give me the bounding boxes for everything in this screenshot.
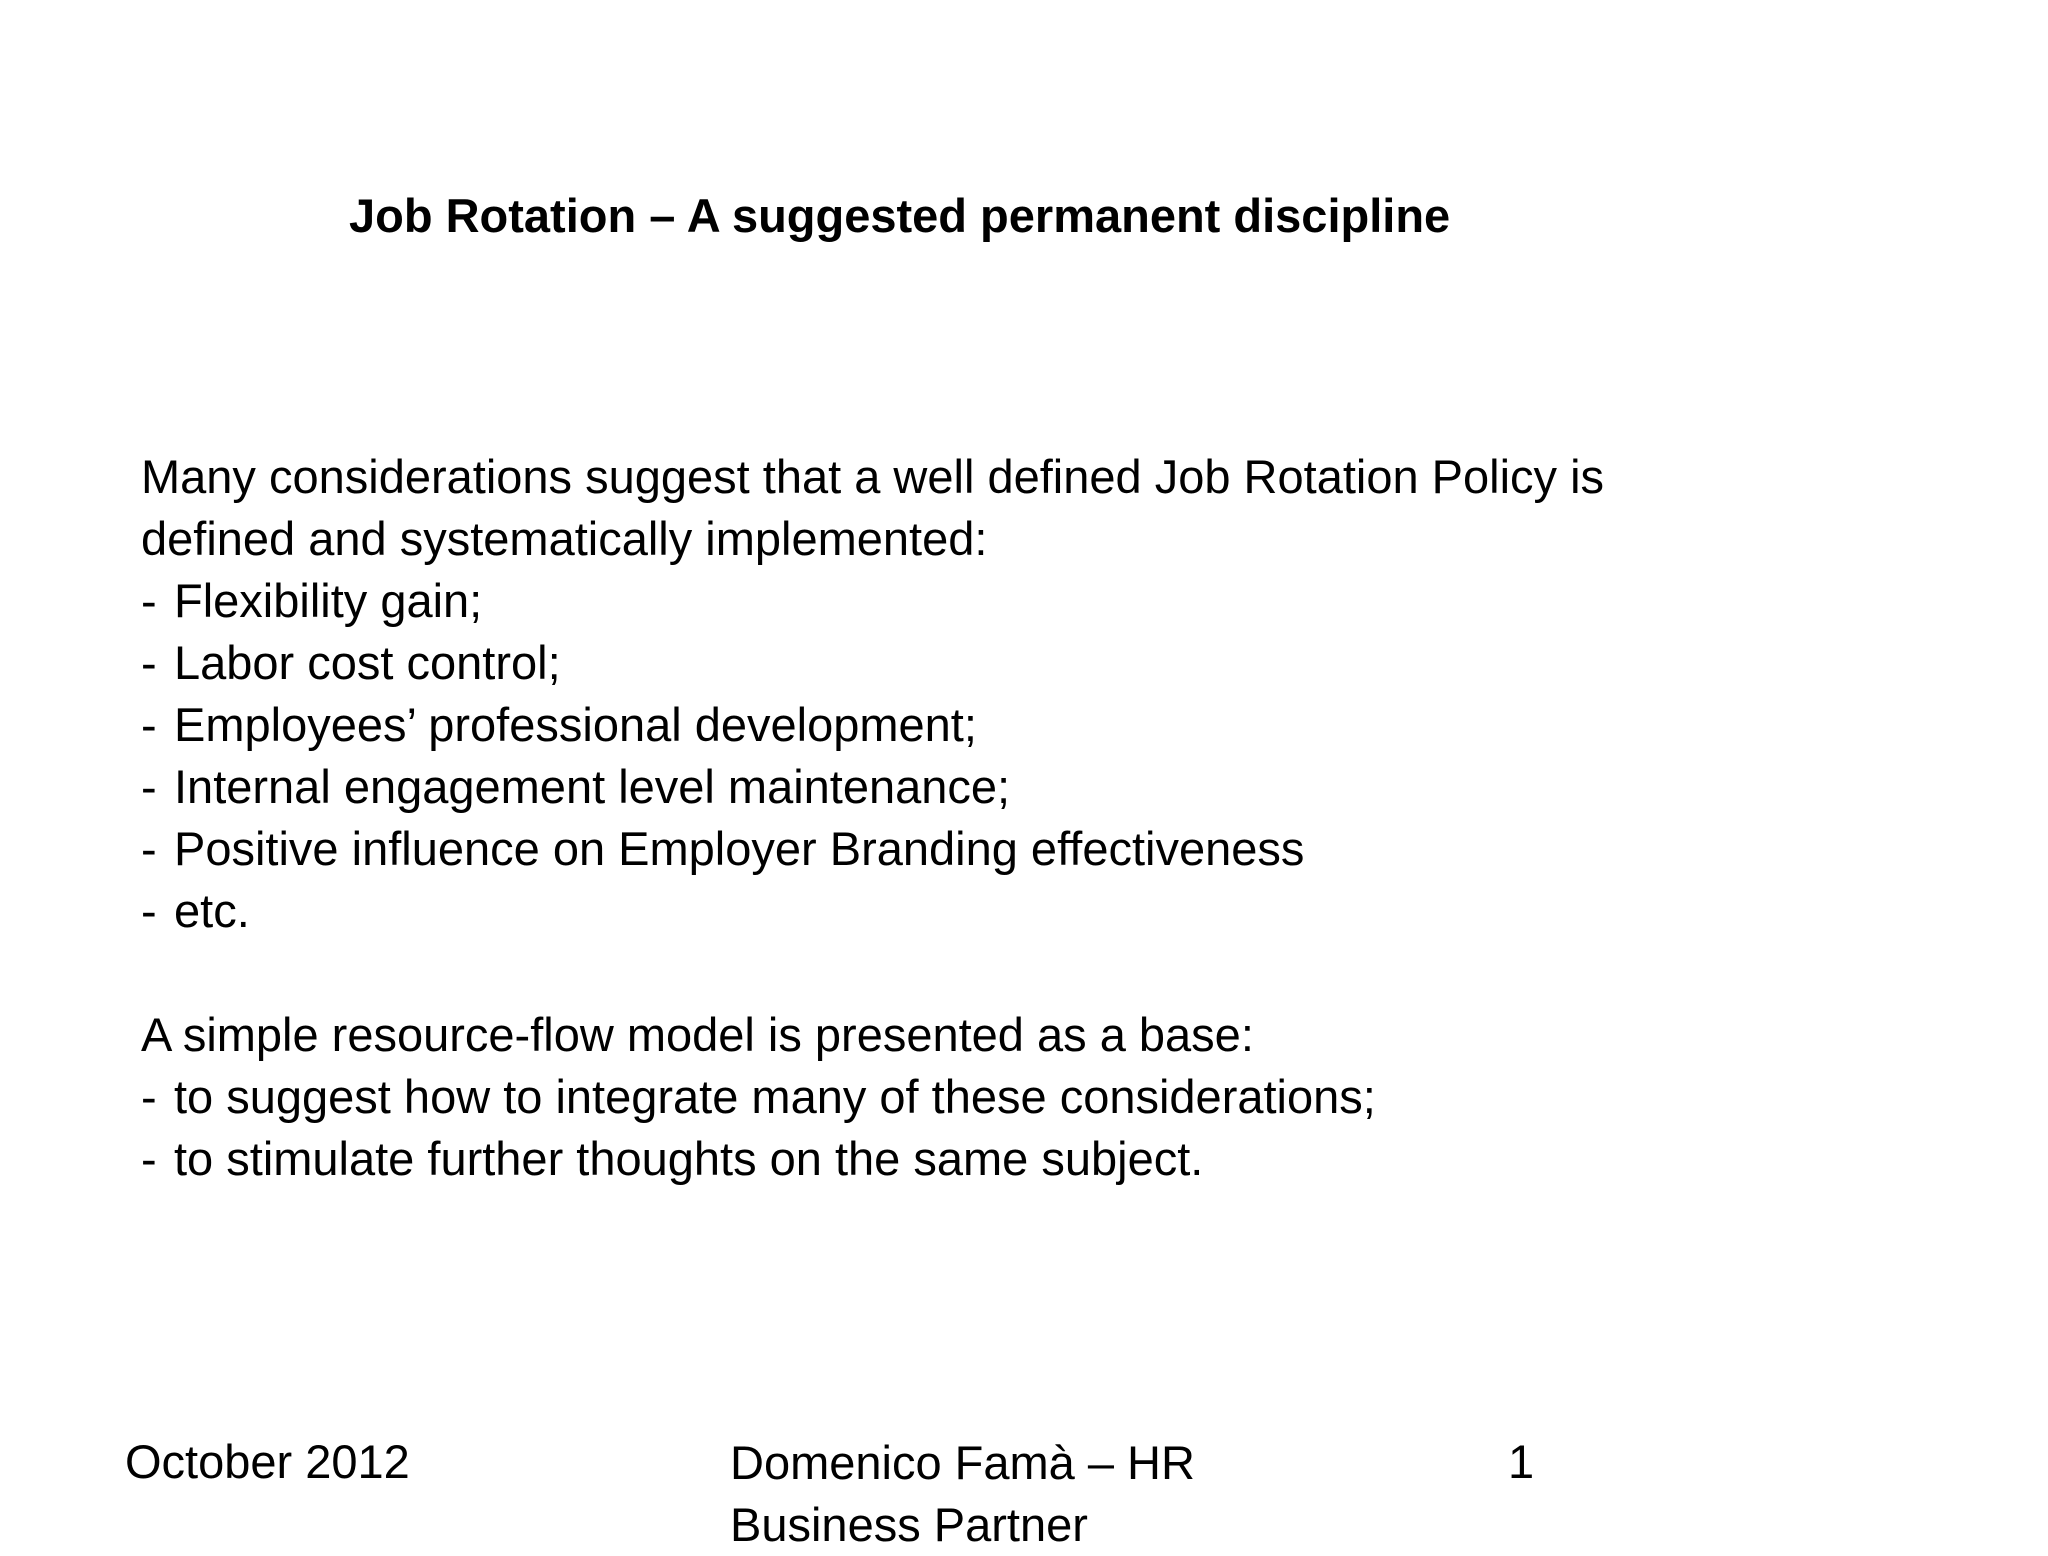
list-item <box>141 1066 1376 1128</box>
model-line-1: A simple resource-flow model is presented as a base: <box>141 1008 1254 1061</box>
bullet-dash: - <box>141 760 157 813</box>
intro-line-1: Many considerations suggest that a well defined Job Rotation Policy is <box>141 450 1605 503</box>
bullet-dash: - <box>141 822 157 875</box>
bullet-text: to suggest how to integrate many of these considerations; <box>174 1070 1376 1123</box>
intro-section <box>141 446 1604 942</box>
bullet-text: Flexibility gain; <box>174 574 483 627</box>
intro-line-2: defined and systematically implemented: <box>141 512 988 565</box>
list-item <box>141 880 1604 942</box>
list-item <box>141 818 1604 880</box>
bullet-text: to stimulate further thoughts on the same subject. <box>174 1132 1204 1185</box>
slide-title: Job Rotation – A suggested permanent discipline <box>349 189 1451 242</box>
bullet-dash: - <box>141 698 157 751</box>
list-item <box>141 570 1604 632</box>
bullet-text: Labor cost control; <box>174 636 561 689</box>
bullet-dash: - <box>141 636 157 689</box>
list-item <box>141 632 1604 694</box>
list-item <box>141 1128 1376 1190</box>
bullet-text: etc. <box>174 884 250 937</box>
bullet-dash: - <box>141 884 157 937</box>
page-number: 1 <box>1508 1435 1535 1488</box>
bullet-dash: - <box>141 1132 157 1185</box>
bullet-text: Employees’ professional development; <box>174 698 977 751</box>
bullet-dash: - <box>141 1070 157 1123</box>
bullet-dash: - <box>141 574 157 627</box>
list-item <box>141 756 1604 818</box>
footer-author: Domenico Famà – HR Business Partner <box>730 1436 1195 1551</box>
bullet-text: Internal engagement level maintenance; <box>174 760 1011 813</box>
list-item <box>141 694 1604 756</box>
bullet-text: Positive influence on Employer Branding effectiveness <box>174 822 1305 875</box>
footer-date: October 2012 <box>125 1435 410 1488</box>
model-section <box>141 1004 1376 1190</box>
